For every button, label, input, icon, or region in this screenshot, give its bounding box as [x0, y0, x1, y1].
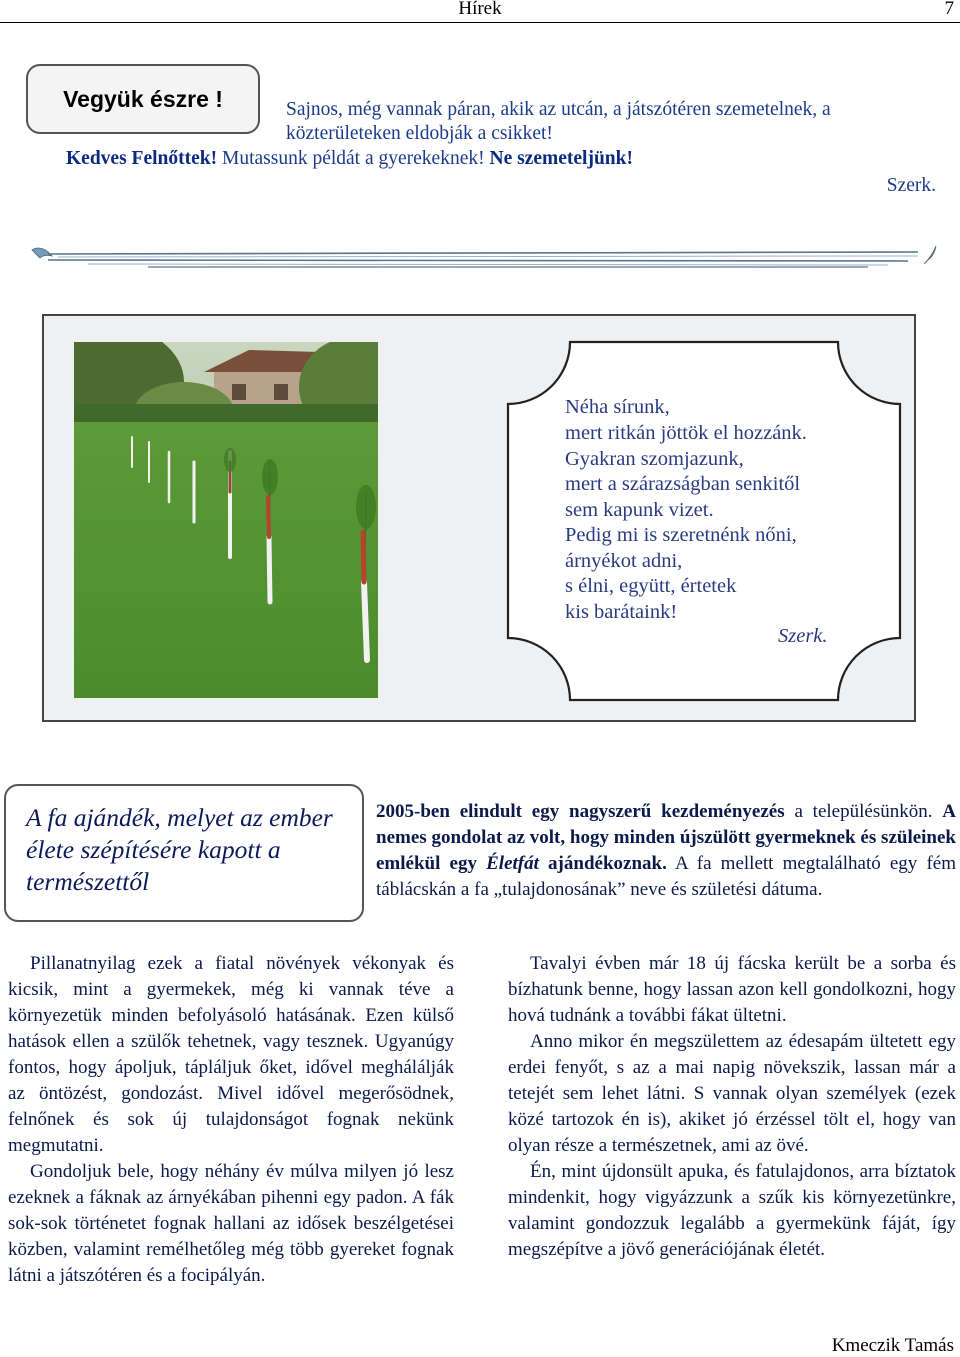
poem-line: Gyakran szomjazunk, — [565, 448, 744, 470]
notice-heading: Vegyük észre ! — [63, 86, 223, 112]
article-author: Kmeczik Tamás — [831, 1335, 954, 1356]
intro-bold-italic: Életfát — [486, 853, 539, 874]
article-title: A fa ajándék, melyet az ember élete szépítésére kapott a természettől — [26, 803, 333, 896]
notice-heading-box — [26, 64, 260, 134]
poem-line: s élni, együtt, értetek — [565, 575, 737, 597]
notice-line-3 — [66, 148, 633, 170]
intro-text: A fa mellett megtalálható egy fém táblácskán a fa „tulajdonosának” neve és születési dátuma. — [376, 853, 956, 900]
intro-text: a településünkön. — [784, 801, 943, 822]
poem-line: árnyékot adni, — [565, 550, 683, 572]
paragraph: Gondoljuk bele, hogy néhány év múlva milyen jó lesz ezeknek a fáknak az árnyékában pihenni egy padon. A fák sok-sok történetet fognak hallani az idősek beszélgetései közben, valamint remélhetőleg még több gyereket fognak látni a játszótéren és a focipályán. — [8, 1161, 454, 1286]
article-left-column — [8, 951, 454, 1289]
poem-line: Pedig mi is szeretnénk nőni, — [565, 524, 797, 546]
poem-line: sem kapunk vizet. — [565, 499, 714, 521]
intro-bold: A nemes gondolat az volt, hogy minden újszülött gyermeknek és szüleinek emlékül egy — [376, 801, 957, 874]
notice-signature: Szerk. — [886, 175, 936, 196]
poem-line: mert ritkán jöttök el hozzánk. — [565, 422, 807, 444]
tree-row-photo — [74, 342, 378, 698]
notice-line-2: közterületeken eldobják a csikket! — [286, 123, 553, 144]
article-right-column — [508, 951, 956, 1263]
article-title-box — [4, 784, 364, 922]
page-header-title: Hírek — [458, 0, 502, 19]
poem-line: kis barátaink! — [565, 601, 678, 623]
paragraph: Anno mikor én megszülettem az édesapám ültetett egy erdei fenyőt, s az a mai napig növekszik, lassan már a tetejét sem lehet látni. S vannak olyan személyek (ezek közé tartozok én is), akiket jó érzéssel tölt el, hogy van olyan része a természetnek, ami az övé. — [508, 1031, 956, 1156]
article-intro — [376, 799, 956, 903]
poem-signature: Szerk. — [778, 625, 828, 647]
intro-bold: ajándékoznak. — [538, 853, 667, 874]
notice-line-1: Sajnos, még vannak páran, akik az utcán, a játszótéren szemetelnek, a — [286, 99, 831, 120]
paragraph: Tavalyi évben már 18 új fácska került be a sorba és bízhatunk benne, hogy lassan azon kell gondolkozni, hogy hová tudnánk a további fákat ültetni. — [508, 953, 956, 1026]
page-number: 7 — [944, 0, 954, 19]
paragraph: Pillanatnyilag ezek a fiatal növények vékonyak és kicsik, mint a gyermekek, még ki vannak téve a környezetük minden befolyásoló hatásának. Ezen külső hatások ellen a szülők tehetnek, vagy tesznek. Ugyanúgy fontos, hogy ápoljuk, tápláljuk őket, idővel meghálálják az öntözést, gondozást. Mivel idővel megerősödnek, felnőnek és sok új tulajdonságot fognak nekünk megmutatni. — [8, 953, 454, 1156]
intro-bold: 2005-ben elindult egy nagyszerű kezdeményezés — [376, 801, 785, 822]
notice-bold-b: Ne szemeteljünk! — [489, 148, 633, 169]
notice-normal: Mutassunk példát a gyerekeknek! — [217, 148, 490, 169]
poem-line: mert a szárazságban senkitől — [565, 473, 801, 495]
paragraph: Én, mint újdonsült apuka, és fatulajdonos, arra bíztatok mindenkit, hogy vigyázzunk a szűk kis környezetünkre, valamint gondozzuk legalább a gyermekünk fáját, így megszépítve a jövő generációjának életét. — [508, 1161, 956, 1260]
notice-bold-a: Kedves Felnőttek! — [66, 148, 218, 169]
header-rule — [0, 22, 960, 23]
ornamental-divider — [28, 244, 938, 272]
poem-line: Néha sírunk, — [565, 396, 670, 418]
